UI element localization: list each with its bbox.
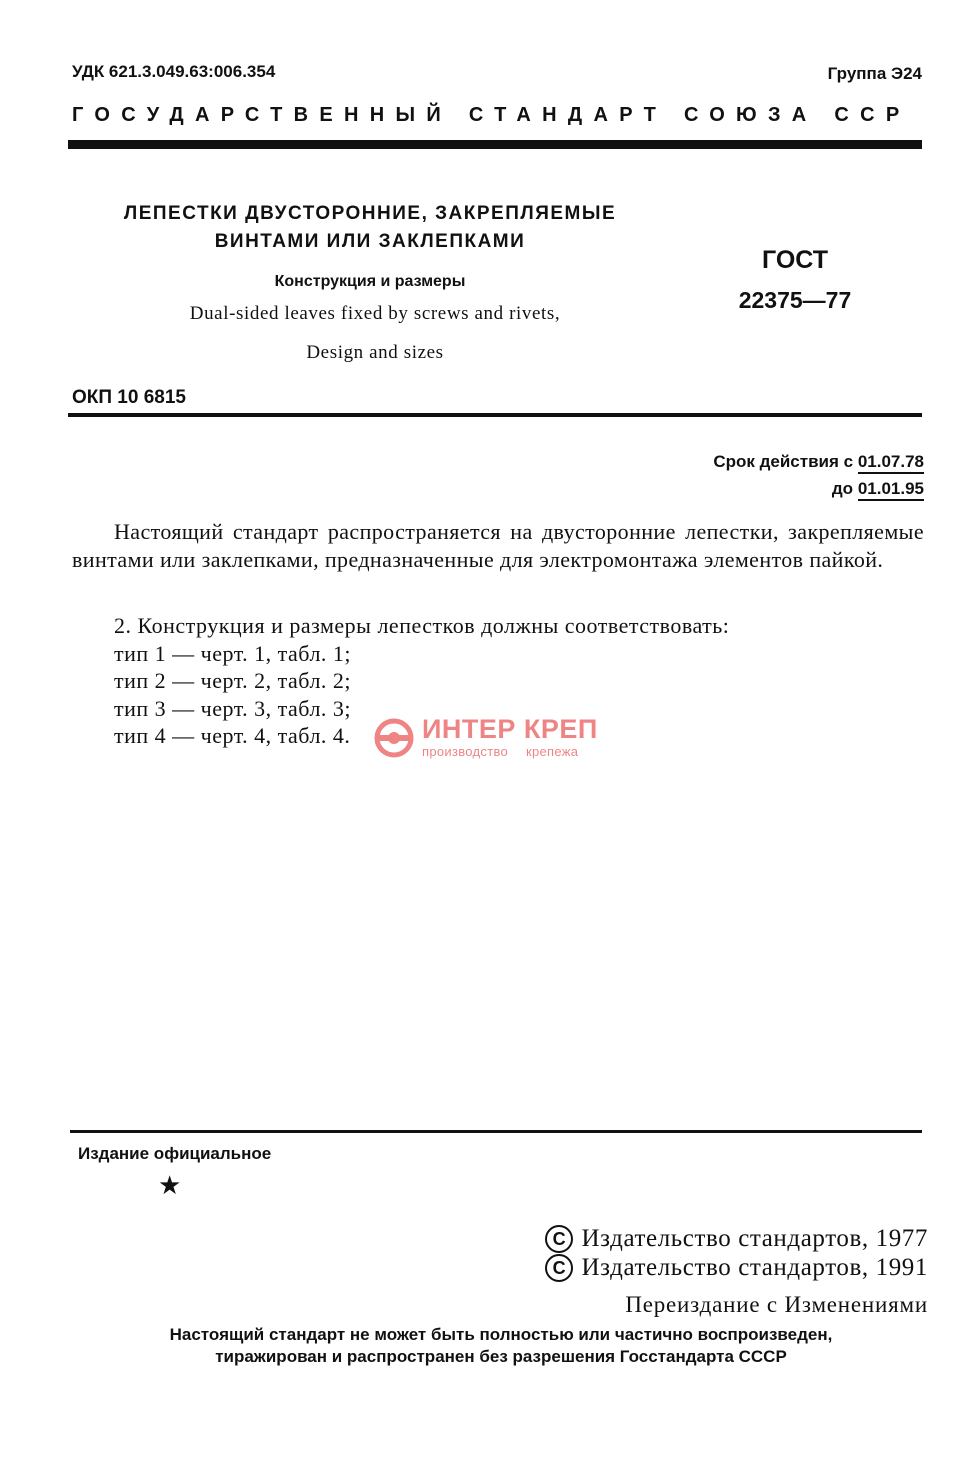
title-line-1: ЛЕПЕСТКИ ДВУСТОРОННИЕ, ЗАКРЕПЛЯЕМЫЕ	[123, 203, 617, 224]
star-icon: ★	[158, 1171, 182, 1200]
subtitle: Конструкция и размеры	[274, 273, 466, 290]
notice-line-2: тиражирован и распространен без разрешения Госстандарта СССР	[215, 1347, 787, 1366]
title-line-2: ВИНТАМИ ИЛИ ЗАКЛЕПКАМИ	[214, 231, 526, 252]
type-line: тип 1 — черт. 1, табл. 1;	[114, 640, 352, 666]
notice-line-1: Настоящий стандарт не может быть полностью или частично воспроизведен,	[169, 1325, 833, 1344]
watermark	[372, 712, 622, 762]
watermark-tagline: производство крепежа	[422, 744, 579, 759]
copyright-line	[545, 1253, 928, 1282]
validity-from	[713, 448, 924, 475]
scope-paragraph-text: Настоящий стандарт распространяется на двусторонние лепестки, закрепляемые винтами или заклепками, предназначенные для электромонтажа элементов пайкой.	[72, 519, 924, 572]
type-line: тип 3 — черт. 3, табл. 3;	[114, 695, 352, 721]
validity-to	[713, 475, 924, 502]
copyright-block	[545, 1224, 928, 1282]
validity-from-label: Срок действия с	[713, 452, 854, 471]
copyright-icon: С	[545, 1225, 573, 1253]
state-standard-heading: ГОСУДАРСТВЕННЫЙ СТАНДАРТ СОЮЗА ССР	[72, 104, 911, 126]
copyright-text: Издательство стандартов, 1991	[581, 1254, 928, 1281]
design-paragraph-intro: 2. Конструкция и размеры лепестков должны соответствовать:	[114, 613, 730, 638]
validity-to-label: до	[831, 479, 854, 498]
watermark-logo-icon	[372, 718, 416, 758]
official-edition-label: Издание официальное	[78, 1144, 272, 1163]
section-rule	[68, 413, 922, 417]
copyright-text: Издательство стандартов, 1977	[581, 1225, 928, 1252]
type-line: тип 2 — черт. 2, табл. 2;	[114, 668, 352, 693]
validity-to-date: 01.01.95	[858, 479, 924, 501]
udk-code: УДК 621.3.049.63:006.354	[72, 62, 276, 81]
copyright-line	[545, 1224, 928, 1253]
copyright-icon: С	[545, 1254, 573, 1282]
footer-rule	[70, 1130, 922, 1133]
scope-paragraph	[72, 518, 924, 574]
reproduction-notice	[72, 1324, 930, 1368]
header-rule	[68, 140, 922, 149]
watermark-name: ИНТЕР КРЕП	[422, 714, 598, 744]
validity-from-date: 01.07.78	[858, 452, 924, 474]
validity-period	[713, 448, 924, 502]
gost-number: 22375—77	[738, 287, 852, 313]
gost-label: ГОСТ	[762, 246, 828, 274]
reprint-note: Переиздание с Изменениями	[625, 1292, 928, 1317]
group-code: Группа Э24	[827, 64, 922, 83]
english-title-line-2: Design and sizes	[306, 342, 444, 363]
english-title-line-1: Dual-sided leaves fixed by screws and rivets,	[189, 303, 561, 324]
okp-code: ОКП 10 6815	[72, 387, 186, 408]
type-line: тип 4 — черт. 4, табл. 4.	[114, 723, 351, 748]
